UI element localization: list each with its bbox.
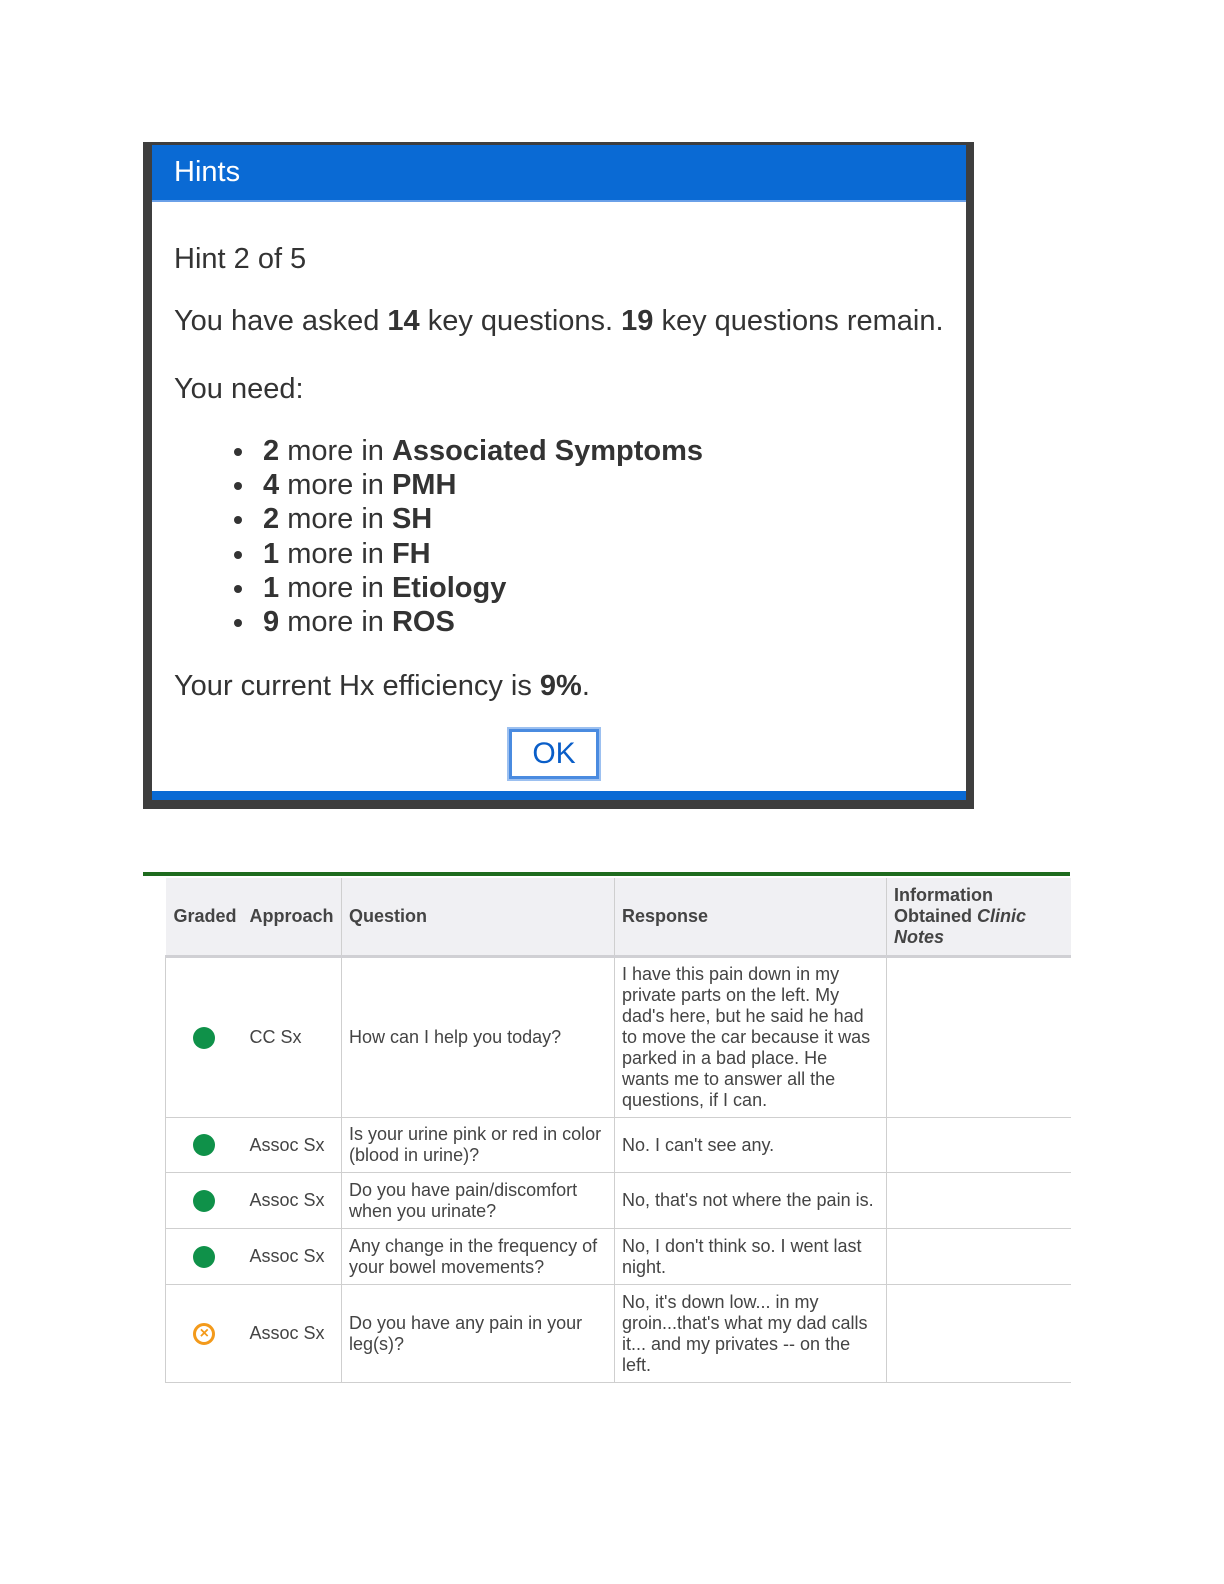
approach-cell: Assoc Sx (243, 1229, 342, 1285)
needs-list (234, 434, 944, 639)
need-count: 1 (263, 537, 280, 570)
efficiency-line (174, 669, 944, 703)
response-cell: No, that's not where the pain is. (615, 1173, 887, 1229)
efficiency-prefix: Your current Hx efficiency is (174, 670, 540, 703)
table-row (166, 1285, 1071, 1383)
approach-cell: Assoc Sx (243, 1285, 342, 1383)
table-header-row (166, 878, 1071, 957)
dialog-body (152, 242, 966, 779)
green-dot-icon (193, 1134, 215, 1156)
need-category: SH (391, 503, 433, 536)
need-count: 2 (263, 435, 280, 467)
need-text: more in (279, 571, 392, 604)
need-item (234, 605, 944, 639)
header-question[interactable]: Question (342, 878, 615, 957)
efficiency-suffix: . (581, 670, 590, 703)
question-cell: Is your urine pink or red in color (blood in urine)? (342, 1118, 615, 1173)
response-cell: No, I don't think so. I went last night. (615, 1229, 887, 1285)
remain-count: 19 (621, 305, 654, 337)
table-row (166, 1229, 1071, 1285)
need-item (234, 537, 944, 571)
asked-prefix: You have asked (174, 305, 388, 337)
dialog-title: Hints (152, 145, 966, 202)
need-text: more in (279, 435, 392, 467)
graded-cell (166, 957, 243, 1118)
need-item (234, 468, 944, 502)
response-cell: No, it's down low... in my groin...that's what my dad calls it... and my privates -- on the left. (615, 1285, 887, 1383)
graded-cell (166, 1118, 243, 1173)
info-cell (887, 957, 1071, 1118)
need-category: Associated Symptoms (391, 435, 704, 467)
header-info-italic: Clinic Notes (894, 906, 1027, 947)
header-info-line2: Obtained (894, 906, 973, 926)
asked-suffix: key questions remain. (653, 305, 944, 337)
header-info[interactable] (887, 878, 1071, 957)
graded-cell (166, 1229, 243, 1285)
need-item (234, 434, 944, 468)
need-count: 9 (263, 606, 280, 639)
need-count: 4 (263, 469, 280, 502)
asked-count: 14 (387, 305, 420, 337)
hints-dialog-panel (152, 145, 966, 800)
need-text: more in (279, 606, 392, 639)
need-category: FH (391, 537, 431, 570)
question-cell: Do you have pain/discomfort when you urinate? (342, 1173, 615, 1229)
approach-cell: CC Sx (243, 957, 342, 1118)
ok-wrap (174, 729, 944, 779)
asked-summary (174, 304, 944, 338)
response-cell: I have this pain down in my private parts on the left. My dad's here, but he said he had to move the car because it was parked in a bad place. He wants me to answer all the questions, if I can. (615, 957, 887, 1118)
question-cell: Any change in the frequency of your bowel movements? (342, 1229, 615, 1285)
info-cell (887, 1173, 1071, 1229)
header-graded[interactable]: Graded (166, 878, 243, 957)
need-item (234, 571, 944, 605)
info-cell (887, 1285, 1071, 1383)
header-info-line1: Information (894, 885, 993, 905)
section-divider (143, 872, 1070, 876)
need-category: ROS (391, 606, 455, 639)
table-row (166, 1173, 1071, 1229)
table-row (166, 957, 1071, 1118)
graded-cell (166, 1285, 243, 1383)
table-row (166, 1118, 1071, 1173)
need-text: more in (279, 469, 392, 502)
question-cell: Do you have any pain in your leg(s)? (342, 1285, 615, 1383)
need-item (234, 502, 944, 536)
green-dot-icon (193, 1246, 215, 1268)
header-approach[interactable]: Approach (243, 878, 342, 957)
approach-cell: Assoc Sx (243, 1173, 342, 1229)
hints-dialog (143, 142, 974, 809)
need-text: more in (279, 503, 392, 536)
green-dot-icon (193, 1027, 215, 1049)
need-count: 2 (263, 503, 280, 536)
green-dot-icon (193, 1190, 215, 1212)
need-label: You need: (174, 373, 304, 405)
efficiency-value: 9% (539, 670, 582, 703)
graded-cell (166, 1173, 243, 1229)
info-cell (887, 1229, 1071, 1285)
need-text: more in (279, 537, 392, 570)
info-cell (887, 1118, 1071, 1173)
dialog-footer-bar (152, 791, 966, 800)
header-response[interactable]: Response (615, 878, 887, 957)
need-category: PMH (391, 469, 457, 502)
asked-middle: key questions. (419, 305, 622, 337)
need-category: Etiology (391, 571, 507, 604)
need-count: 1 (263, 571, 280, 604)
response-cell: No. I can't see any. (615, 1118, 887, 1173)
approach-cell: Assoc Sx (243, 1118, 342, 1173)
ok-button[interactable]: OK (509, 729, 599, 779)
hint-counter: Hint 2 of 5 (174, 243, 307, 275)
question-cell: How can I help you today? (342, 957, 615, 1118)
questions-table (165, 878, 1071, 1383)
orange-x-circle-icon: × (193, 1323, 215, 1345)
